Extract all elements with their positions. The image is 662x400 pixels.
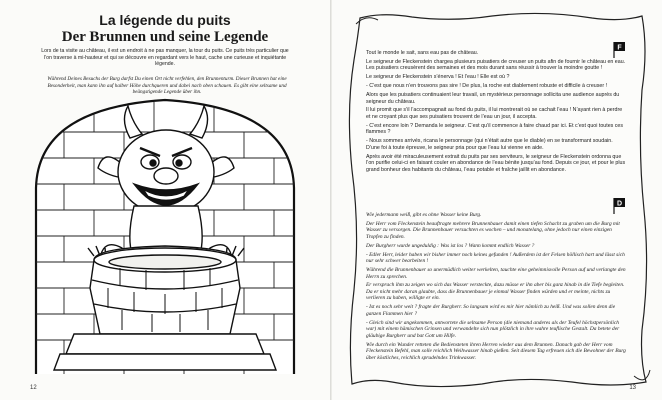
flag-letter: D xyxy=(616,200,623,208)
paragraph: Le seigneur de Fleckenstein chargea plusieurs puisatiers de creuser un puits afin de fournir le château en eau. Les puisatiers creusèrent des semaines et des mois durant sans réussir à trouver la moindre goutte ! xyxy=(366,58,626,72)
left-page xyxy=(0,0,330,400)
french-title: La légende du puits xyxy=(99,12,231,28)
german-story xyxy=(366,212,628,364)
paragraph: - Nous sommes arrivés, ricana le personnage (qui n’était autre que le diable) en se transformant soudain. D’une foi à toute épreuve, le seigneur pria pour que l’eau lui vienne en aide. xyxy=(366,138,613,151)
french-story xyxy=(366,50,628,176)
german-intro: Während Deines Besuchs der Burg darfst Du einen Ort nicht verfehlen, den Brunnenturm. Dieser Brunnen hat eine Besonderheit, man kann ihn auf halber Höhe durchqueren und dabei nach oben schauen. Es gibt eine seltsame und beängstigende Legende über ihn. xyxy=(47,76,287,96)
paragraph: Wie jedermann weiß, gibt es ohne Wasser keine Burg. xyxy=(366,212,482,218)
flag-letter: F xyxy=(617,44,622,52)
paragraph: Der Burgherr wurde ungeduldig : Was ist los ? Wann kommt endlich Wasser ? xyxy=(366,242,535,249)
right-page xyxy=(332,0,662,400)
german-title: Der Brunnen und seine Legende xyxy=(61,29,269,45)
paragraph: Der Herr vom Fleckenstein beauftragte mehrere Brunnenbauer damit einen tiefen Schacht zu graben um die Burg mit Wasser zu versorgen. Die Brunnenbauer versuchten es wochen – und monatelang, ohne jedoch nur einen einzigen Tropfen zu finden. xyxy=(366,220,620,240)
paragraph: Wie durch ein Wunder retteten die Bediensteten ihren Herren wieder aus dem Brunnen. Danach gab der Herr vom Fleckenstein Befehl, man solle reichlich Weihwasser hinab gießen. Seit diesem Tag erfreuen sich die Bewohner der Burg über köstliches, reichlich sprudelndes Trinkwasser. xyxy=(366,341,626,361)
page-number-left: 12 xyxy=(30,385,37,391)
french-intro: Lors de ta visite au château, il est un endroit à ne pas manquer, la tour du puits. Ce puits très particulier que l’on traverse à mi-hauteur et qui se découvre en regardant vers le haut, cache une curieuse et inquiétante légende. xyxy=(41,48,289,68)
paragraph: Le seigneur de Fleckenstein s’énerva ! Et l’eau ! Elle est où ? xyxy=(366,74,510,81)
devil-in-well-illustration xyxy=(34,98,296,374)
paragraph: - C’est encore loin ? Demanda le seigneur. C’est qu’il commence à faire chaud par ici. Et c’est quoi toutes ces flammes ? xyxy=(366,122,624,136)
paragraph: - Ist es noch sehr weit ? fragte der Burgherr. So langsam wird es mir hier nämlich zu heiß. Und was sollen denn die ganzen Flammen hier ? xyxy=(366,304,616,317)
paragraph: Alors que les puisatiers continuaient leur travail, un mystérieux personnage sollicita une audience auprès du seigneur du château. xyxy=(366,92,620,105)
page-number-right: 13 xyxy=(629,385,636,391)
paragraph: Während die Brunnenbauer so unermüdlich weiter werkelten, tauchte eine geheimnisvolle Person auf und verlangte den Herrn zu sprechen. xyxy=(366,266,626,280)
paragraph: - Gleich sind wir angekommen, antwortete die seltsame Person (die niemand anderes als der Teufel höchstpersönlich war) mit einem hämischen Grinsen und verwandelte sich nun plötzlich in ihre wahre teuflische Gestalt. Da betete der gläubige Burgherr und bat Gott um Hilfe. xyxy=(366,319,620,339)
paragraph: - Edler Herr, leider haben wir bisher immer noch keines gefunden ! Außerdem ist der Felsen höllisch hart und lässt sich nur sehr schwer bearbeiten ! xyxy=(366,251,625,265)
paragraph: Il lui promit que s’il l’accompagnait au fond du puits, il lui montrerait où se cachait l’eau ! N’ayant rien à perdre et ne croyant plus que ses puisatiers trouvent de l’eau un jour, il accepta. xyxy=(366,107,623,120)
paragraph: - C’est que nous n’en trouvons pas sire ! De plus, la roche est diablement robuste et difficile à creuser ! xyxy=(366,83,608,90)
paragraph: Er versprach ihm zu zeigen wo sich das Wasser versteckte, dazu müsse er ihn aber bis ganz hinab in die Tiefe begleiten. Da er nicht mehr daran glaubte, dass die Brunnenbauer je einmal Wasser finden würden und er meinte, nichts zu verlieren zu haben, willigte er ein. xyxy=(366,282,625,302)
paragraph: Tout le monde le sait, sans eau pas de château. xyxy=(366,50,479,56)
paragraph: Après avoir été miraculeusement extrait du puits par ses serviteurs, le seigneur de Fleckenstein ordonna que l’on purifie celui-ci en faisant couler en abondance de l’eau bénite jusqu’au fond. Depuis ce jour, et pour le plus grand bonheur des habitants du château, l’eau potable et fraîche jaillit en abondance. xyxy=(366,153,626,173)
